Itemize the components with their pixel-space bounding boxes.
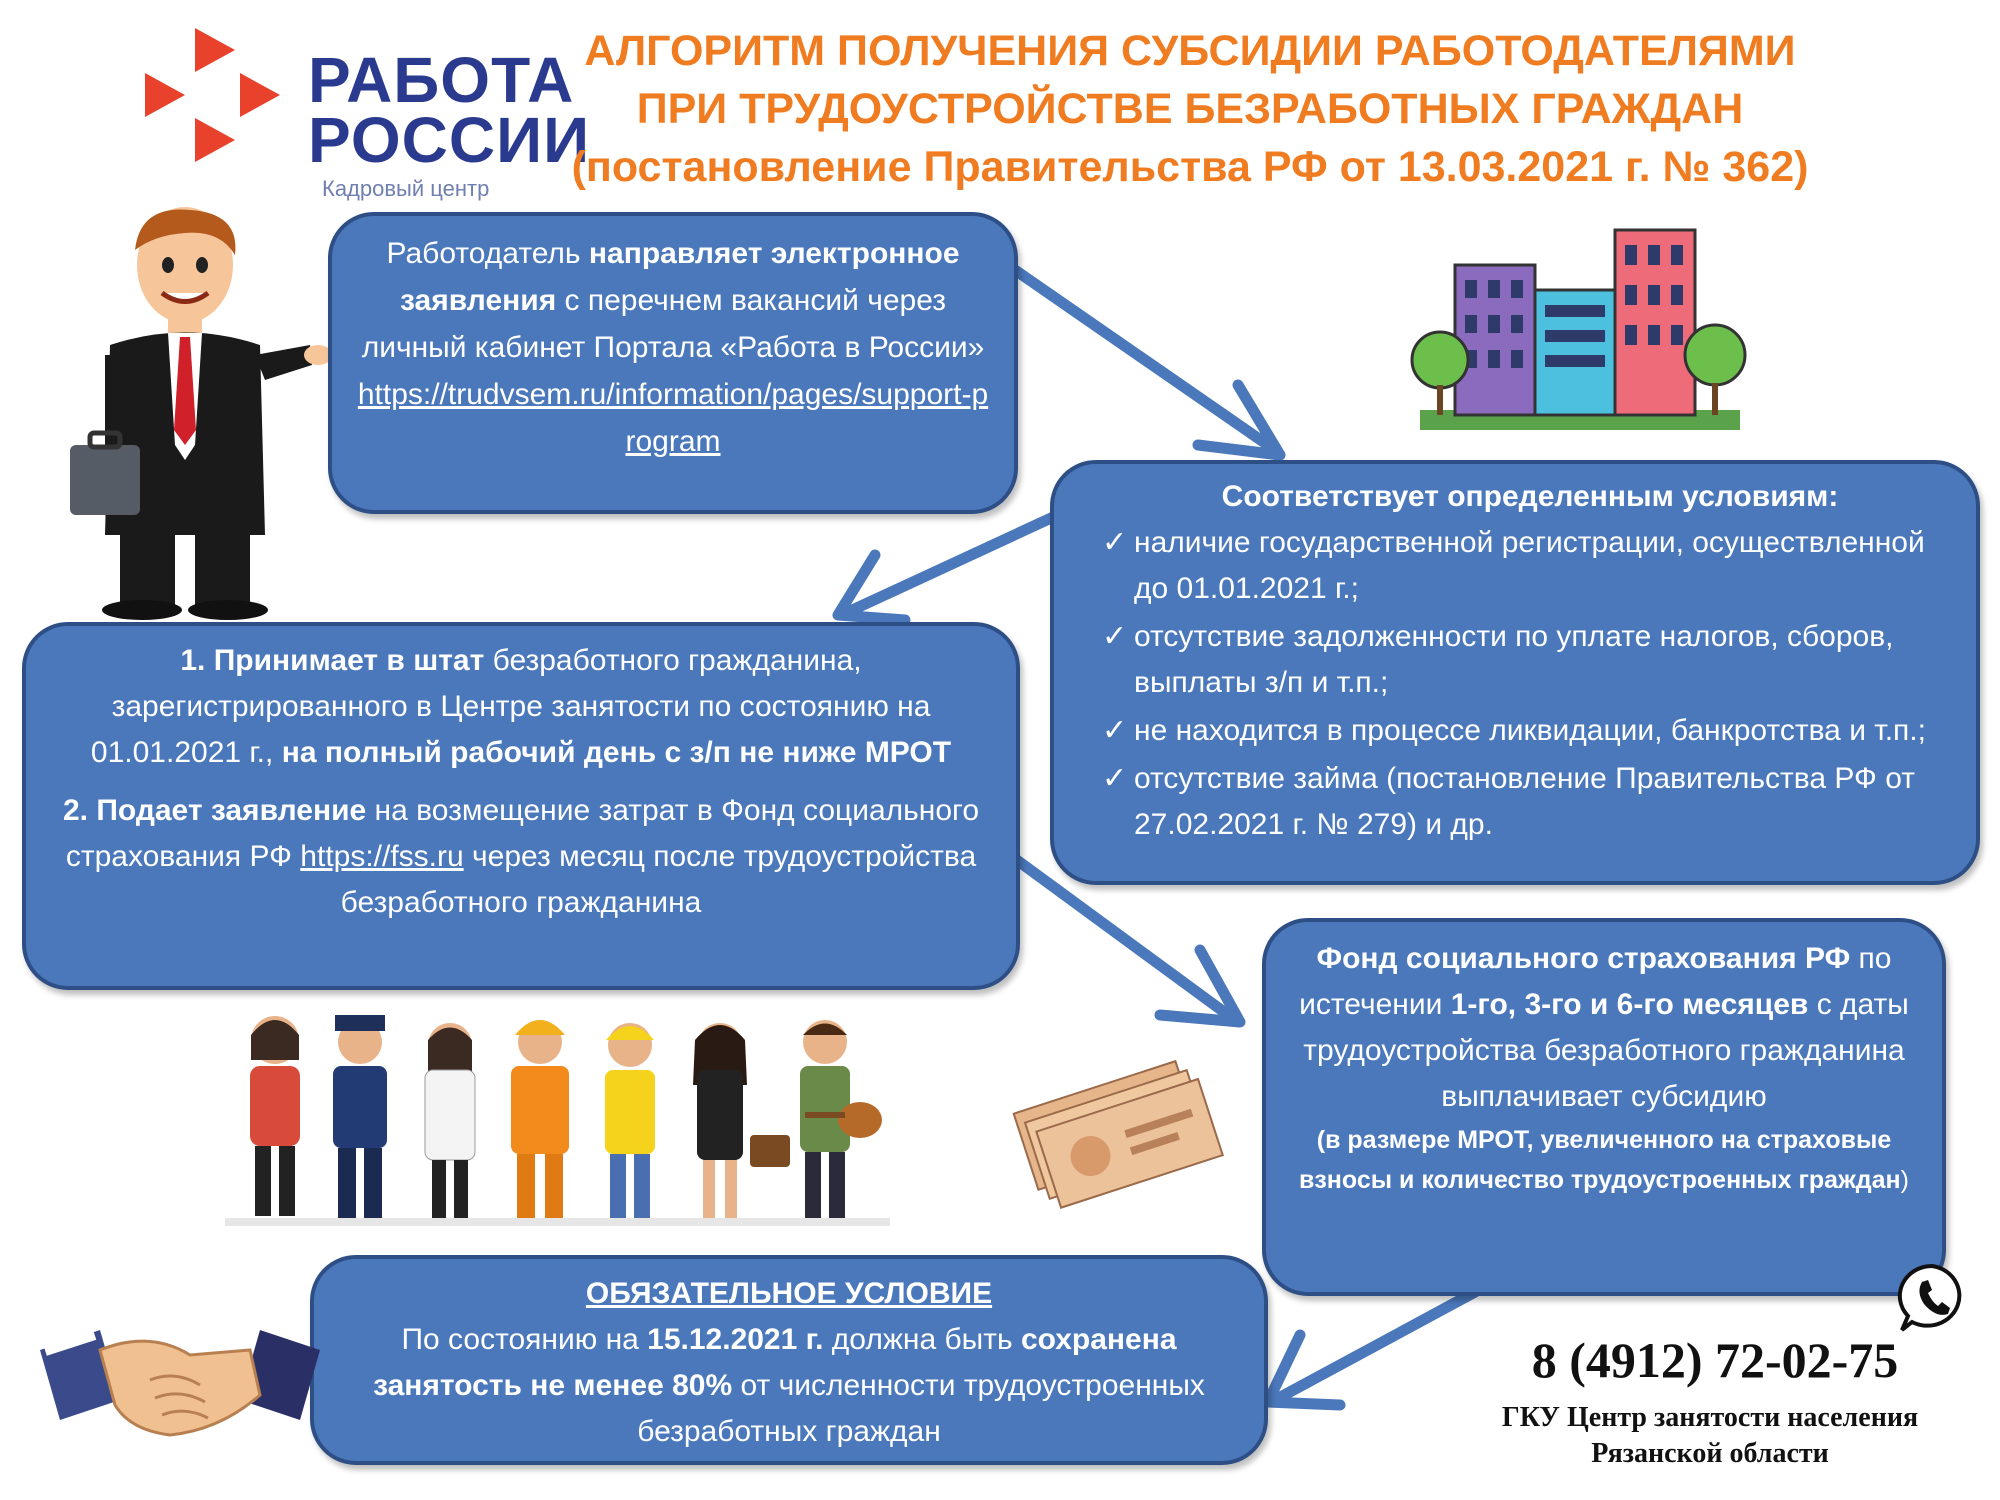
arrow-icon	[1268, 1292, 1475, 1405]
fss-link[interactable]: https://fss.ru	[300, 840, 464, 873]
list-item: ✓ отсутствие займа (постановление Правительства РФ от 27.02.2021 г. № 279) и др.	[1068, 756, 1952, 848]
contact-org-line1: ГКУ Центр занятости населения	[1501, 1402, 1919, 1433]
check-icon: ✓	[1102, 526, 1128, 559]
businessman-illustration	[50, 205, 330, 625]
conditions-list	[1068, 520, 1952, 848]
contact-org-line2: Рязанской области	[1591, 1438, 1829, 1469]
step-apply-text: Работодатель	[386, 237, 589, 270]
mandatory-text: По состоянию на 15.12.2021 г. должна быть сохранена занятость не менее 80% от численности трудоустроенных безработных граждан	[373, 1323, 1205, 1448]
contact-phone[interactable]: 8 (4912) 72-02-75	[1531, 1332, 1899, 1388]
conditions-heading: Соответствует определенным условиям:	[1221, 480, 1839, 513]
person-musician	[800, 1020, 882, 1218]
person-doctor	[425, 1023, 475, 1218]
check-icon: ✓	[1102, 620, 1128, 653]
person-businesswoman	[693, 1023, 790, 1218]
step-apply-box	[328, 212, 1018, 514]
title-line3: (постановление Правительства РФ от 13.03.2021 г. № 362)	[571, 143, 1809, 191]
title-line2: ПРИ ТРУДОУСТРОЙСТВЕ БЕЗРАБОТНЫХ ГРАЖДАН	[636, 85, 1744, 133]
trudvsem-link[interactable]: https://trudvsem.ru/information/pages/support-program	[357, 378, 989, 458]
phone-icon	[1896, 1262, 1968, 1334]
person-photographer	[250, 1016, 300, 1216]
logo-line1: РАБОТА	[308, 44, 575, 116]
step-hire-box	[22, 622, 1020, 990]
step-apply-text-2: с перечнем вакансий через личный кабинет Портала «Работа в России»	[361, 284, 985, 364]
person-police	[333, 1015, 387, 1218]
person-firefighter	[511, 1020, 569, 1218]
step-apply-bold: направляет электронное заявления	[400, 237, 960, 317]
logo-subtitle: Кадровый центр	[322, 176, 490, 201]
title-line1: АЛГОРИТМ ПОЛУЧЕНИЯ СУБСИДИИ РАБОТОДАТЕЛЯМИ	[584, 27, 1796, 75]
check-icon: ✓	[1102, 714, 1128, 747]
workers-illustration	[225, 1000, 890, 1230]
list-item: ✓ наличие государственной регистрации, осуществленной до 01.01.2021 г.;	[1068, 520, 1952, 612]
list-item: ✓ отсутствие задолженности по уплате налогов, сборов, выплаты з/п и т.п.;	[1068, 614, 1952, 706]
person-builder	[605, 1023, 655, 1218]
check-icon: ✓	[1102, 762, 1128, 795]
handshake-illustration	[40, 1310, 320, 1470]
list-item: ✓ не находится в процессе ликвидации, банкротства и т.п.;	[1068, 708, 1952, 754]
arrow-icon	[1015, 270, 1280, 455]
money-illustration	[985, 1045, 1235, 1220]
conditions-box	[1050, 460, 1980, 885]
buildings-illustration	[1410, 225, 1750, 435]
step-hire-p2: 2. Подает заявление на возмещение затрат в Фонд социального страхования РФ https://fss.ru через месяц после трудоустройства безработного гражданина	[62, 794, 980, 919]
fss-heading: Фонд социального страхования РФ	[1316, 942, 1851, 975]
fss-payment-box: Фонд социального страхования РФ по истечении 1-го, 3-го и 6-го месяцев с даты трудоустройства безработного гражданина выплачивает субсидию (в размере МРОТ, увеличенного на страховые взносы и количество трудоустроенных граждан)	[1262, 918, 1946, 1296]
mandatory-heading: ОБЯЗАТЕЛЬНОЕ УСЛОВИЕ	[585, 1277, 993, 1310]
step-hire-p1: 1. Принимает в штат безработного гражданина, зарегистрированного в Центре занятости по состоянию на 01.01.2021 г., на полный рабочий день с з/п не ниже МРОТ	[90, 644, 952, 769]
logo-line2: РОССИИ	[308, 104, 591, 176]
mandatory-condition-box	[310, 1255, 1268, 1465]
fss-note: (в размере МРОТ, увеличенного на страховые взносы и количество трудоустроенных граждан)	[1299, 1126, 1909, 1194]
